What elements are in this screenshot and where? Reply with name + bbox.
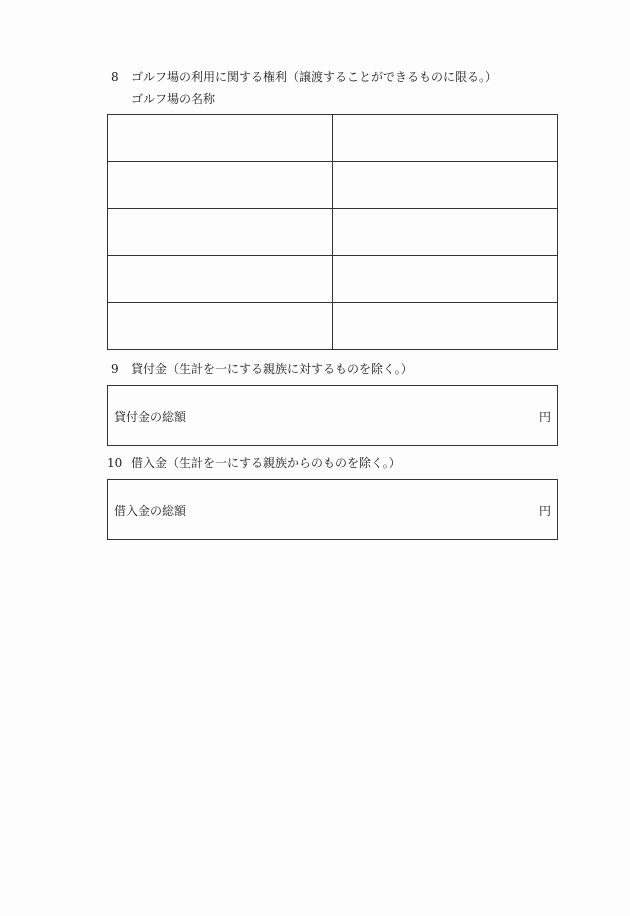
yen-unit: 円 xyxy=(538,504,551,518)
section-10-heading xyxy=(107,456,401,470)
table-row xyxy=(108,303,558,350)
section-8-heading xyxy=(111,70,497,84)
table-row xyxy=(108,256,558,303)
golf-course-name-cell[interactable] xyxy=(108,303,333,350)
table-row xyxy=(108,162,558,209)
section-9-heading xyxy=(111,362,413,376)
section-10-number: 10 xyxy=(107,456,123,470)
golf-course-detail-cell[interactable] xyxy=(333,162,558,209)
borrowing-box xyxy=(107,479,558,540)
golf-course-name-cell[interactable] xyxy=(108,256,333,303)
golf-course-detail-cell[interactable] xyxy=(333,209,558,256)
yen-unit: 円 xyxy=(538,410,551,424)
section-10-title: 借入金（生計を一にする親族からのものを除く。） xyxy=(131,456,401,470)
golf-course-table xyxy=(107,114,558,350)
golf-course-name-cell[interactable] xyxy=(108,115,333,162)
golf-course-detail-cell[interactable] xyxy=(333,303,558,350)
loan-receivable-box xyxy=(107,385,558,446)
borrowing-total-label: 借入金の総額 xyxy=(114,504,187,518)
section-9-number: 9 xyxy=(111,362,119,376)
loan-receivable-total-label: 貸付金の総額 xyxy=(114,410,187,424)
golf-course-name-cell[interactable] xyxy=(108,209,333,256)
golf-course-name-cell[interactable] xyxy=(108,162,333,209)
section-9-title: 貸付金（生計を一にする親族に対するものを除く。） xyxy=(131,362,413,376)
section-8-number: 8 xyxy=(111,70,119,84)
golf-course-detail-cell[interactable] xyxy=(333,115,558,162)
table-row xyxy=(108,115,558,162)
golf-course-detail-cell[interactable] xyxy=(333,256,558,303)
golf-course-name-label: ゴルフ場の名称 xyxy=(131,92,216,106)
table-row xyxy=(108,209,558,256)
section-8-title: ゴルフ場の利用に関する権利（譲渡することができるものに限る。） xyxy=(131,70,498,84)
